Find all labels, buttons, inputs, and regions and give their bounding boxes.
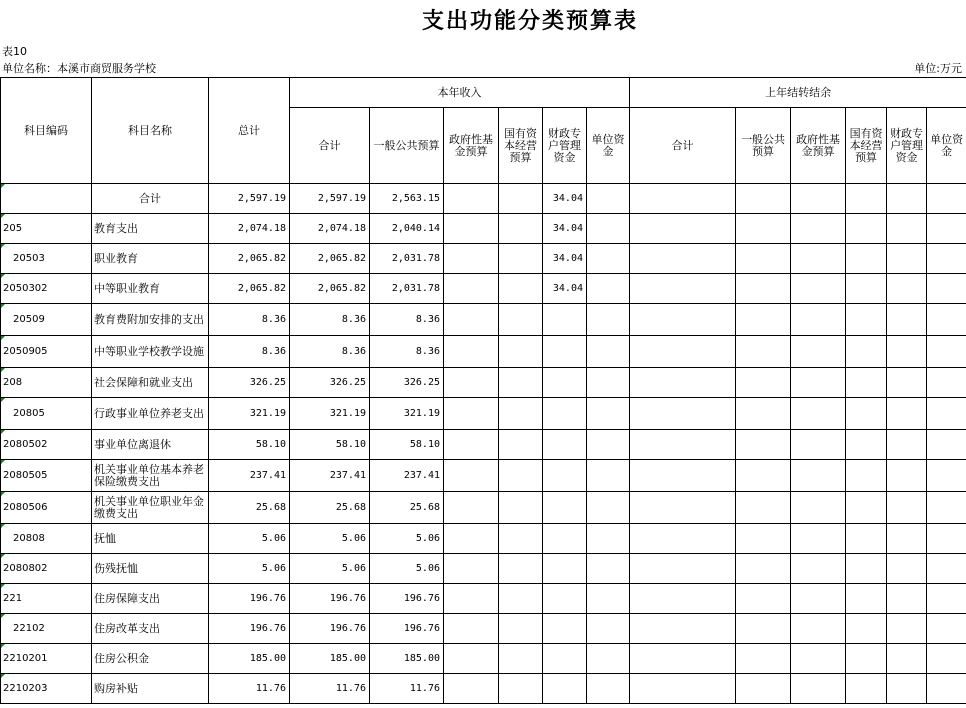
cell-cy-fund [444,492,499,524]
cell-cy-unit [587,304,630,336]
cell-previous-empty [846,554,887,584]
cell-previous-empty [887,398,927,430]
cell-cy-special [543,644,587,674]
cell-cy-total: 5.06 [290,524,370,554]
cell-cy-special: 34.04 [543,214,587,244]
header-py-special: 财政专户管理资金 [887,108,927,184]
cell-total: 11.76 [209,674,290,704]
cell-cy-total: 5.06 [290,554,370,584]
cell-previous-empty [846,214,887,244]
cell-previous-empty [736,584,791,614]
cell-previous-empty [736,644,791,674]
cell-cy-general: 237.41 [370,460,444,492]
cell-total: 326.25 [209,368,290,398]
row-name: 职业教育 [92,244,209,274]
cell-cy-state [499,274,543,304]
header-py-state: 国有资本经营预算 [846,108,887,184]
cell-previous-empty [791,460,846,492]
cell-cy-total: 2,597.19 [290,184,370,214]
header-py-unit: 单位资金 [927,108,966,184]
cell-previous-empty [630,644,736,674]
row-name: 住房保障支出 [92,584,209,614]
row-code: 221 [1,584,92,614]
cell-cy-state [499,614,543,644]
cell-cy-state [499,644,543,674]
cell-cy-fund [444,274,499,304]
cell-previous-empty [791,554,846,584]
cell-previous-empty [736,614,791,644]
cell-cy-special [543,492,587,524]
cell-total: 5.06 [209,524,290,554]
cell-total: 196.76 [209,614,290,644]
cell-previous-empty [927,644,966,674]
cell-cy-general: 2,563.15 [370,184,444,214]
cell-cy-total: 2,065.82 [290,244,370,274]
table-row [1,614,966,644]
cell-previous-empty [736,244,791,274]
cell-cy-total: 196.76 [290,614,370,644]
cell-previous-empty [887,214,927,244]
cell-previous-empty [846,304,887,336]
table-row [1,184,966,214]
cell-cy-unit [587,274,630,304]
cell-cy-state [499,244,543,274]
cell-previous-empty [927,460,966,492]
cell-cy-fund [444,644,499,674]
cell-previous-empty [846,398,887,430]
row-code: 2210201 [1,644,92,674]
cell-cy-special [543,398,587,430]
cell-previous-empty [887,184,927,214]
cell-previous-empty [630,368,736,398]
row-name: 中等职业教育 [92,274,209,304]
cell-cy-total: 25.68 [290,492,370,524]
cell-previous-empty [927,614,966,644]
cell-cy-fund [444,524,499,554]
row-code: 205 [1,214,92,244]
row-code: 208 [1,368,92,398]
table-number: 表10 [2,45,27,58]
row-code: 20509 [1,304,92,336]
cell-previous-empty [927,274,966,304]
cell-total: 2,597.19 [209,184,290,214]
table-row [1,214,966,244]
cell-previous-empty [736,460,791,492]
cell-cy-fund [444,336,499,368]
row-name: 住房改革支出 [92,614,209,644]
unit-name: 单位名称：本溪市商贸服务学校 [2,62,156,75]
table-row [1,554,966,584]
cell-total: 25.68 [209,492,290,524]
cell-cy-special: 34.04 [543,184,587,214]
row-code: 20805 [1,398,92,430]
cell-cy-special [543,460,587,492]
cell-cy-general: 2,031.78 [370,274,444,304]
cell-total: 8.36 [209,304,290,336]
cell-cy-general: 5.06 [370,524,444,554]
row-name: 抚恤 [92,524,209,554]
cell-cy-unit [587,184,630,214]
cell-previous-empty [927,674,966,704]
cell-cy-state [499,336,543,368]
cell-previous-empty [846,674,887,704]
cell-previous-empty [630,274,736,304]
cell-previous-empty [887,460,927,492]
header-py-general: 一般公共预算 [736,108,791,184]
cell-cy-unit [587,214,630,244]
cell-total: 185.00 [209,644,290,674]
cell-previous-empty [846,336,887,368]
cell-cy-total: 2,065.82 [290,274,370,304]
cell-previous-empty [630,430,736,460]
row-name: 机关事业单位基本养老保险缴费支出 [92,460,209,492]
cell-cy-total: 8.36 [290,336,370,368]
row-name: 中等职业学校教学设施 [92,336,209,368]
cell-total: 58.10 [209,430,290,460]
money-unit: 单位:万元 [914,62,962,75]
cell-previous-empty [630,214,736,244]
cell-cy-state [499,184,543,214]
row-code: 2050905 [1,336,92,368]
table-row [1,492,966,524]
cell-previous-empty [736,430,791,460]
cell-cy-state [499,554,543,584]
cell-cy-total: 2,074.18 [290,214,370,244]
cell-previous-empty [630,336,736,368]
cell-cy-state [499,304,543,336]
cell-cy-special [543,674,587,704]
cell-previous-empty [927,398,966,430]
header-cy-fund: 政府性基金预算 [444,108,499,184]
cell-cy-unit [587,460,630,492]
row-code: 2050302 [1,274,92,304]
cell-previous-empty [736,274,791,304]
cell-cy-total: 321.19 [290,398,370,430]
cell-cy-special [543,336,587,368]
cell-previous-empty [887,644,927,674]
row-name: 伤残抚恤 [92,554,209,584]
cell-previous-empty [887,674,927,704]
row-name: 社会保障和就业支出 [92,368,209,398]
header-cy-unit: 单位资金 [587,108,630,184]
cell-previous-empty [927,368,966,398]
row-code: 2080506 [1,492,92,524]
header-cy-total: 合计 [290,108,370,184]
cell-previous-empty [927,524,966,554]
cell-cy-general: 5.06 [370,554,444,584]
cell-cy-state [499,398,543,430]
table-row [1,644,966,674]
cell-previous-empty [736,554,791,584]
header-py-total: 合计 [630,108,736,184]
table-row [1,584,966,614]
cell-previous-empty [791,584,846,614]
header-current-year: 本年收入 [290,78,630,108]
cell-previous-empty [887,304,927,336]
cell-cy-unit [587,244,630,274]
cell-total: 8.36 [209,336,290,368]
cell-previous-empty [630,674,736,704]
cell-previous-empty [846,644,887,674]
cell-previous-empty [630,492,736,524]
cell-cy-general: 196.76 [370,584,444,614]
cell-previous-empty [887,336,927,368]
cell-total: 5.06 [209,554,290,584]
cell-previous-empty [846,184,887,214]
cell-total: 2,065.82 [209,274,290,304]
cell-previous-empty [630,584,736,614]
cell-previous-empty [736,214,791,244]
cell-cy-general: 2,031.78 [370,244,444,274]
cell-cy-unit [587,336,630,368]
cell-previous-empty [927,584,966,614]
header-code: 科目编码 [1,78,92,184]
cell-previous-empty [887,244,927,274]
cell-cy-special [543,304,587,336]
cell-cy-fund [444,398,499,430]
cell-cy-state [499,584,543,614]
cell-previous-empty [791,214,846,244]
cell-previous-empty [791,244,846,274]
cell-previous-empty [791,398,846,430]
cell-previous-empty [846,368,887,398]
cell-total: 237.41 [209,460,290,492]
cell-cy-total: 326.25 [290,368,370,398]
cell-cy-unit [587,492,630,524]
cell-cy-state [499,524,543,554]
cell-previous-empty [791,644,846,674]
cell-cy-unit [587,674,630,704]
cell-cy-special: 34.04 [543,274,587,304]
row-code: 20808 [1,524,92,554]
cell-previous-empty [791,304,846,336]
cell-cy-unit [587,554,630,584]
cell-previous-empty [887,368,927,398]
cell-cy-total: 237.41 [290,460,370,492]
cell-previous-empty [791,336,846,368]
cell-cy-general: 196.76 [370,614,444,644]
row-name: 机关事业单位职业年金缴费支出 [92,492,209,524]
cell-cy-fund [444,368,499,398]
cell-cy-general: 11.76 [370,674,444,704]
row-name: 合计 [92,184,209,214]
cell-previous-empty [927,244,966,274]
cell-cy-unit [587,368,630,398]
cell-previous-empty [887,492,927,524]
header-name: 科目名称 [92,78,209,184]
cell-previous-empty [846,584,887,614]
budget-table [0,77,966,704]
cell-previous-empty [736,184,791,214]
row-code [1,184,92,214]
cell-cy-state [499,460,543,492]
cell-cy-state [499,368,543,398]
cell-previous-empty [887,584,927,614]
header-previous-balance: 上年结转结余 [630,78,966,108]
cell-cy-unit [587,398,630,430]
cell-cy-general: 2,040.14 [370,214,444,244]
cell-previous-empty [791,184,846,214]
cell-previous-empty [791,614,846,644]
cell-previous-empty [927,492,966,524]
row-code: 22102 [1,614,92,644]
row-name: 教育费附加安排的支出 [92,304,209,336]
cell-previous-empty [630,460,736,492]
table-row [1,274,966,304]
cell-previous-empty [791,524,846,554]
cell-previous-empty [846,524,887,554]
table-row [1,336,966,368]
cell-previous-empty [791,674,846,704]
row-code: 2210203 [1,674,92,704]
cell-cy-state [499,214,543,244]
row-name: 住房公积金 [92,644,209,674]
cell-cy-general: 58.10 [370,430,444,460]
header-cy-special: 财政专户管理资金 [543,108,587,184]
cell-total: 2,074.18 [209,214,290,244]
cell-previous-empty [791,430,846,460]
header-cy-general: 一般公共预算 [370,108,444,184]
cell-total: 321.19 [209,398,290,430]
header-cy-state: 国有资本经营预算 [499,108,543,184]
cell-cy-total: 8.36 [290,304,370,336]
cell-previous-empty [887,614,927,644]
cell-previous-empty [846,430,887,460]
cell-previous-empty [630,524,736,554]
cell-previous-empty [736,304,791,336]
cell-previous-empty [927,554,966,584]
cell-previous-empty [846,460,887,492]
cell-cy-special [543,524,587,554]
cell-cy-general: 185.00 [370,644,444,674]
row-code: 20503 [1,244,92,274]
cell-previous-empty [927,214,966,244]
row-name: 购房补贴 [92,674,209,704]
table-row [1,524,966,554]
cell-cy-special [543,614,587,644]
cell-cy-special [543,368,587,398]
row-name: 行政事业单位养老支出 [92,398,209,430]
cell-cy-fund [444,214,499,244]
cell-total: 196.76 [209,584,290,614]
row-name: 教育支出 [92,214,209,244]
cell-cy-general: 321.19 [370,398,444,430]
cell-cy-general: 8.36 [370,304,444,336]
cell-previous-empty [887,554,927,584]
cell-previous-empty [846,492,887,524]
cell-cy-state [499,430,543,460]
cell-previous-empty [887,430,927,460]
page-title: 支出功能分类预算表 [421,9,638,34]
cell-cy-fund [444,554,499,584]
cell-previous-empty [736,524,791,554]
row-code: 2080502 [1,430,92,460]
cell-cy-total: 11.76 [290,674,370,704]
cell-cy-unit [587,430,630,460]
cell-previous-empty [630,554,736,584]
cell-previous-empty [630,184,736,214]
cell-cy-fund [444,460,499,492]
cell-cy-fund [444,674,499,704]
cell-cy-fund [444,430,499,460]
cell-previous-empty [791,492,846,524]
cell-cy-general: 8.36 [370,336,444,368]
header-total: 总计 [209,78,290,184]
cell-previous-empty [630,304,736,336]
cell-cy-total: 185.00 [290,644,370,674]
cell-cy-special [543,554,587,584]
cell-previous-empty [736,368,791,398]
table-row [1,430,966,460]
table-row [1,460,966,492]
cell-cy-general: 25.68 [370,492,444,524]
header-py-fund: 政府性基金预算 [791,108,846,184]
cell-previous-empty [736,674,791,704]
cell-cy-special: 34.04 [543,244,587,274]
cell-cy-fund [444,244,499,274]
cell-previous-empty [791,274,846,304]
row-code: 2080802 [1,554,92,584]
cell-cy-fund [444,614,499,644]
cell-previous-empty [927,184,966,214]
cell-cy-fund [444,304,499,336]
table-row [1,304,966,336]
cell-cy-state [499,492,543,524]
cell-previous-empty [630,244,736,274]
cell-cy-unit [587,584,630,614]
row-name: 事业单位离退休 [92,430,209,460]
table-row [1,368,966,398]
cell-previous-empty [630,614,736,644]
cell-cy-special [543,584,587,614]
cell-cy-unit [587,644,630,674]
cell-previous-empty [887,524,927,554]
cell-previous-empty [846,274,887,304]
row-code: 2080505 [1,460,92,492]
cell-total: 2,065.82 [209,244,290,274]
cell-previous-empty [736,492,791,524]
cell-previous-empty [630,398,736,430]
table-row [1,674,966,704]
cell-previous-empty [927,430,966,460]
cell-cy-total: 58.10 [290,430,370,460]
cell-cy-unit [587,614,630,644]
cell-cy-fund [444,584,499,614]
cell-previous-empty [846,244,887,274]
table-row [1,244,966,274]
cell-previous-empty [846,614,887,644]
table-row [1,398,966,430]
cell-previous-empty [736,398,791,430]
cell-cy-fund [444,184,499,214]
cell-cy-state [499,674,543,704]
cell-previous-empty [927,304,966,336]
cell-cy-unit [587,524,630,554]
cell-cy-total: 196.76 [290,584,370,614]
cell-cy-special [543,430,587,460]
cell-previous-empty [927,336,966,368]
cell-previous-empty [736,336,791,368]
cell-previous-empty [887,274,927,304]
cell-cy-general: 326.25 [370,368,444,398]
cell-previous-empty [791,368,846,398]
